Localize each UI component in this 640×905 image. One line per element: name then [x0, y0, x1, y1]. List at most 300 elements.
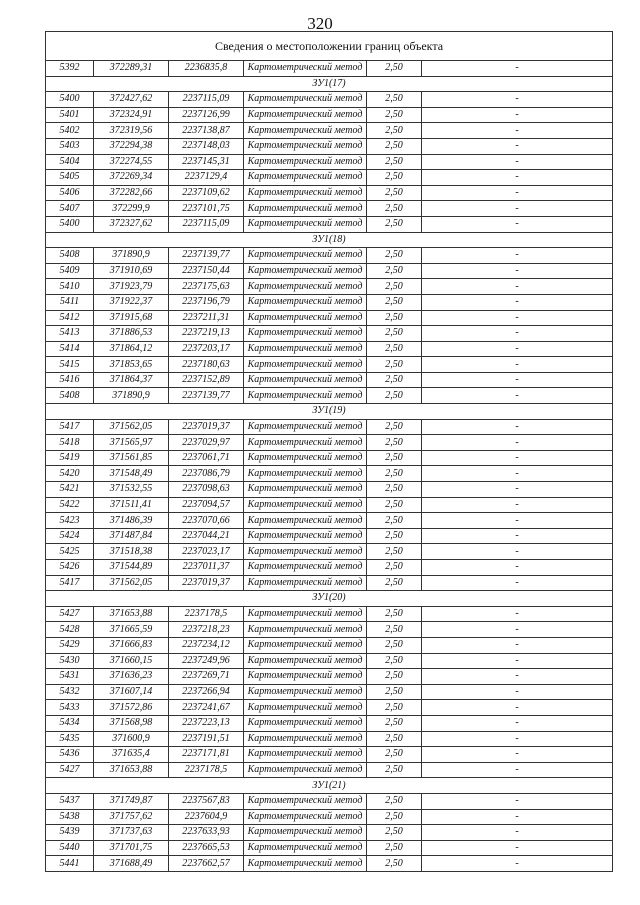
method-cell: Картометрический метод [244, 840, 367, 856]
method-cell: Картометрический метод [244, 388, 367, 404]
method-cell: Картометрический метод [244, 747, 367, 763]
coordinates-table [45, 31, 613, 872]
note-cell: - [422, 809, 613, 825]
note-cell: - [422, 279, 613, 295]
note-cell: - [422, 700, 613, 716]
section-row [46, 404, 613, 420]
coord-y: 2237175,63 [169, 279, 244, 295]
point-id: 5411 [46, 294, 94, 310]
point-id: 5417 [46, 419, 94, 435]
method-cell: Картометрический метод [244, 107, 367, 123]
accuracy-cell: 2,50 [367, 715, 422, 731]
point-id: 5431 [46, 669, 94, 685]
coord-y: 2237196,79 [169, 294, 244, 310]
coord-x: 372327,62 [94, 216, 169, 232]
coord-x: 371532,55 [94, 482, 169, 498]
coord-x: 371910,69 [94, 263, 169, 279]
table-row [46, 450, 613, 466]
note-cell: - [422, 669, 613, 685]
method-cell: Картометрический метод [244, 61, 367, 77]
coord-x: 371853,65 [94, 357, 169, 373]
point-id: 5427 [46, 762, 94, 778]
section-title: ЗУ1(17) [46, 76, 613, 92]
method-cell: Картометрический метод [244, 216, 367, 232]
accuracy-cell: 2,50 [367, 622, 422, 638]
accuracy-cell: 2,50 [367, 856, 422, 872]
table-row [46, 154, 613, 170]
coord-y: 2237266,94 [169, 684, 244, 700]
note-cell: - [422, 544, 613, 560]
table-row [46, 544, 613, 560]
note-cell: - [422, 357, 613, 373]
table-row [46, 653, 613, 669]
table-row [46, 326, 613, 342]
note-cell: - [422, 123, 613, 139]
coord-x: 371548,49 [94, 466, 169, 482]
accuracy-cell: 2,50 [367, 793, 422, 809]
coord-y: 2237203,17 [169, 341, 244, 357]
note-cell: - [422, 450, 613, 466]
accuracy-cell: 2,50 [367, 372, 422, 388]
table-row [46, 341, 613, 357]
point-id: 5410 [46, 279, 94, 295]
coord-x: 371922,37 [94, 294, 169, 310]
accuracy-cell: 2,50 [367, 747, 422, 763]
coord-x: 372289,31 [94, 61, 169, 77]
note-cell: - [422, 61, 613, 77]
coord-x: 371511,41 [94, 497, 169, 513]
method-cell: Картометрический метод [244, 669, 367, 685]
table-row [46, 61, 613, 77]
method-cell: Картометрический метод [244, 715, 367, 731]
note-cell: - [422, 388, 613, 404]
point-id: 5401 [46, 107, 94, 123]
method-cell: Картометрический метод [244, 341, 367, 357]
coord-x: 372274,55 [94, 154, 169, 170]
point-id: 5413 [46, 326, 94, 342]
table-row [46, 310, 613, 326]
table-row [46, 637, 613, 653]
method-cell: Картометрический метод [244, 700, 367, 716]
method-cell: Картометрический метод [244, 92, 367, 108]
method-cell: Картометрический метод [244, 123, 367, 139]
point-id: 5408 [46, 388, 94, 404]
coord-x: 371487,84 [94, 528, 169, 544]
accuracy-cell: 2,50 [367, 263, 422, 279]
point-id: 5417 [46, 575, 94, 591]
coord-y: 2237219,13 [169, 326, 244, 342]
accuracy-cell: 2,50 [367, 825, 422, 841]
note-cell: - [422, 560, 613, 576]
accuracy-cell: 2,50 [367, 388, 422, 404]
method-cell: Картометрический метод [244, 482, 367, 498]
accuracy-cell: 2,50 [367, 310, 422, 326]
note-cell: - [422, 528, 613, 544]
coord-y: 2237241,67 [169, 700, 244, 716]
accuracy-cell: 2,50 [367, 497, 422, 513]
accuracy-cell: 2,50 [367, 170, 422, 186]
accuracy-cell: 2,50 [367, 357, 422, 373]
note-cell: - [422, 435, 613, 451]
coord-x: 371864,37 [94, 372, 169, 388]
accuracy-cell: 2,50 [367, 154, 422, 170]
coord-x: 371565,97 [94, 435, 169, 451]
accuracy-cell: 2,50 [367, 653, 422, 669]
note-cell: - [422, 622, 613, 638]
point-id: 5405 [46, 170, 94, 186]
coord-x: 371749,87 [94, 793, 169, 809]
table-row [46, 123, 613, 139]
accuracy-cell: 2,50 [367, 560, 422, 576]
coord-x: 372299,9 [94, 201, 169, 217]
point-id: 5422 [46, 497, 94, 513]
table-row [46, 684, 613, 700]
point-id: 5439 [46, 825, 94, 841]
coord-y: 2237178,5 [169, 762, 244, 778]
section-title: ЗУ1(21) [46, 778, 613, 794]
coord-x: 372269,34 [94, 170, 169, 186]
accuracy-cell: 2,50 [367, 61, 422, 77]
coord-y: 2237029,97 [169, 435, 244, 451]
accuracy-cell: 2,50 [367, 450, 422, 466]
coord-y: 2237129,4 [169, 170, 244, 186]
coord-x: 371568,98 [94, 715, 169, 731]
table-row [46, 435, 613, 451]
method-cell: Картометрический метод [244, 606, 367, 622]
coord-y: 2237044,21 [169, 528, 244, 544]
table-row [46, 107, 613, 123]
accuracy-cell: 2,50 [367, 700, 422, 716]
coord-x: 371757,62 [94, 809, 169, 825]
method-cell: Картометрический метод [244, 809, 367, 825]
point-id: 5420 [46, 466, 94, 482]
coord-y: 2237218,23 [169, 622, 244, 638]
method-cell: Картометрический метод [244, 201, 367, 217]
table-row [46, 560, 613, 576]
method-cell: Картометрический метод [244, 248, 367, 264]
note-cell: - [422, 294, 613, 310]
table-row [46, 466, 613, 482]
accuracy-cell: 2,50 [367, 840, 422, 856]
coord-x: 371562,05 [94, 419, 169, 435]
point-id: 5432 [46, 684, 94, 700]
accuracy-cell: 2,50 [367, 185, 422, 201]
table-row [46, 497, 613, 513]
section-title: ЗУ1(18) [46, 232, 613, 248]
point-id: 5407 [46, 201, 94, 217]
point-id: 5435 [46, 731, 94, 747]
table-row [46, 513, 613, 529]
coord-y: 2237269,71 [169, 669, 244, 685]
accuracy-cell: 2,50 [367, 513, 422, 529]
accuracy-cell: 2,50 [367, 762, 422, 778]
note-cell: - [422, 747, 613, 763]
coord-y: 2237101,75 [169, 201, 244, 217]
point-id: 5427 [46, 606, 94, 622]
table-header: Сведения о местоположении границ объекта [46, 32, 613, 61]
point-id: 5438 [46, 809, 94, 825]
table-row [46, 762, 613, 778]
coord-y: 2237148,03 [169, 138, 244, 154]
method-cell: Картометрический метод [244, 326, 367, 342]
accuracy-cell: 2,50 [367, 341, 422, 357]
coord-y: 2237139,77 [169, 248, 244, 264]
point-id: 5433 [46, 700, 94, 716]
point-id: 5392 [46, 61, 94, 77]
point-id: 5408 [46, 248, 94, 264]
table-row [46, 216, 613, 232]
coord-y: 2237023,17 [169, 544, 244, 560]
coord-x: 372319,56 [94, 123, 169, 139]
coord-x: 371636,23 [94, 669, 169, 685]
note-cell: - [422, 497, 613, 513]
table-row [46, 263, 613, 279]
method-cell: Картометрический метод [244, 310, 367, 326]
point-id: 5402 [46, 123, 94, 139]
coord-y: 2237150,44 [169, 263, 244, 279]
point-id: 5429 [46, 637, 94, 653]
method-cell: Картометрический метод [244, 450, 367, 466]
accuracy-cell: 2,50 [367, 419, 422, 435]
point-id: 5441 [46, 856, 94, 872]
table-row [46, 201, 613, 217]
coord-x: 372324,91 [94, 107, 169, 123]
coord-y: 2237662,57 [169, 856, 244, 872]
coord-y: 2237115,09 [169, 216, 244, 232]
method-cell: Картометрический метод [244, 793, 367, 809]
table-row [46, 419, 613, 435]
point-id: 5415 [46, 357, 94, 373]
coord-x: 371544,89 [94, 560, 169, 576]
accuracy-cell: 2,50 [367, 294, 422, 310]
note-cell: - [422, 263, 613, 279]
coord-x: 371486,39 [94, 513, 169, 529]
coord-y: 2237152,89 [169, 372, 244, 388]
coord-y: 2237180,63 [169, 357, 244, 373]
table-row [46, 856, 613, 872]
coord-y: 2236835,8 [169, 61, 244, 77]
section-row [46, 76, 613, 92]
accuracy-cell: 2,50 [367, 123, 422, 139]
table-row [46, 809, 613, 825]
coord-x: 372427,62 [94, 92, 169, 108]
table-row [46, 747, 613, 763]
method-cell: Картометрический метод [244, 762, 367, 778]
table-row [46, 622, 613, 638]
coord-x: 371737,63 [94, 825, 169, 841]
table-row [46, 92, 613, 108]
table-row [46, 528, 613, 544]
table-row [46, 388, 613, 404]
accuracy-cell: 2,50 [367, 482, 422, 498]
page-number: 320 [307, 14, 333, 33]
note-cell: - [422, 762, 613, 778]
note-cell: - [422, 466, 613, 482]
note-cell: - [422, 637, 613, 653]
method-cell: Картометрический метод [244, 575, 367, 591]
table-row [46, 840, 613, 856]
section-row [46, 778, 613, 794]
point-id: 5418 [46, 435, 94, 451]
coord-y: 2237070,66 [169, 513, 244, 529]
method-cell: Картометрический метод [244, 653, 367, 669]
coord-x: 371915,68 [94, 310, 169, 326]
point-id: 5436 [46, 747, 94, 763]
table-row [46, 279, 613, 295]
table-row [46, 482, 613, 498]
method-cell: Картометрический метод [244, 294, 367, 310]
coord-x: 371561,85 [94, 450, 169, 466]
note-cell: - [422, 825, 613, 841]
note-cell: - [422, 92, 613, 108]
accuracy-cell: 2,50 [367, 107, 422, 123]
coord-x: 371890,9 [94, 248, 169, 264]
coord-y: 2237061,71 [169, 450, 244, 466]
coord-x: 371701,75 [94, 840, 169, 856]
method-cell: Картометрический метод [244, 372, 367, 388]
accuracy-cell: 2,50 [367, 279, 422, 295]
accuracy-cell: 2,50 [367, 248, 422, 264]
coord-x: 371666,83 [94, 637, 169, 653]
method-cell: Картометрический метод [244, 466, 367, 482]
note-cell: - [422, 856, 613, 872]
coord-y: 2237211,31 [169, 310, 244, 326]
coord-y: 2237249,96 [169, 653, 244, 669]
coord-y: 2237115,09 [169, 92, 244, 108]
point-id: 5414 [46, 341, 94, 357]
accuracy-cell: 2,50 [367, 731, 422, 747]
point-id: 5412 [46, 310, 94, 326]
method-cell: Картометрический метод [244, 731, 367, 747]
point-id: 5419 [46, 450, 94, 466]
point-id: 5423 [46, 513, 94, 529]
method-cell: Картометрический метод [244, 138, 367, 154]
accuracy-cell: 2,50 [367, 138, 422, 154]
coord-y: 2237019,37 [169, 419, 244, 435]
accuracy-cell: 2,50 [367, 201, 422, 217]
coord-x: 372294,38 [94, 138, 169, 154]
method-cell: Картометрический метод [244, 544, 367, 560]
coord-y: 2237109,62 [169, 185, 244, 201]
point-id: 5403 [46, 138, 94, 154]
point-id: 5437 [46, 793, 94, 809]
coord-y: 2237234,12 [169, 637, 244, 653]
point-id: 5425 [46, 544, 94, 560]
coord-y: 2237086,79 [169, 466, 244, 482]
coord-y: 2237633,93 [169, 825, 244, 841]
method-cell: Картометрический метод [244, 684, 367, 700]
method-cell: Картометрический метод [244, 435, 367, 451]
note-cell: - [422, 482, 613, 498]
coord-x: 371562,05 [94, 575, 169, 591]
note-cell: - [422, 606, 613, 622]
note-cell: - [422, 341, 613, 357]
coord-y: 2237223,13 [169, 715, 244, 731]
coord-x: 371607,14 [94, 684, 169, 700]
note-cell: - [422, 575, 613, 591]
coord-x: 371653,88 [94, 606, 169, 622]
coord-x: 371518,38 [94, 544, 169, 560]
section-row [46, 591, 613, 607]
note-cell: - [422, 248, 613, 264]
point-id: 5434 [46, 715, 94, 731]
point-id: 5404 [46, 154, 94, 170]
section-row [46, 232, 613, 248]
note-cell: - [422, 419, 613, 435]
coord-x: 371665,59 [94, 622, 169, 638]
point-id: 5440 [46, 840, 94, 856]
note-cell: - [422, 107, 613, 123]
method-cell: Картометрический метод [244, 279, 367, 295]
method-cell: Картометрический метод [244, 856, 367, 872]
note-cell: - [422, 201, 613, 217]
coord-x: 371688,49 [94, 856, 169, 872]
accuracy-cell: 2,50 [367, 575, 422, 591]
section-title: ЗУ1(19) [46, 404, 613, 420]
method-cell: Картометрический метод [244, 185, 367, 201]
accuracy-cell: 2,50 [367, 606, 422, 622]
point-id: 5409 [46, 263, 94, 279]
note-cell: - [422, 326, 613, 342]
note-cell: - [422, 170, 613, 186]
method-cell: Картометрический метод [244, 357, 367, 373]
note-cell: - [422, 154, 613, 170]
point-id: 5400 [46, 92, 94, 108]
accuracy-cell: 2,50 [367, 326, 422, 342]
coord-y: 2237145,31 [169, 154, 244, 170]
coord-y: 2237139,77 [169, 388, 244, 404]
coord-x: 371572,86 [94, 700, 169, 716]
coord-y: 2237138,87 [169, 123, 244, 139]
note-cell: - [422, 840, 613, 856]
point-id: 5421 [46, 482, 94, 498]
note-cell: - [422, 684, 613, 700]
table-row [46, 372, 613, 388]
coord-y: 2237098,63 [169, 482, 244, 498]
note-cell: - [422, 653, 613, 669]
point-id: 5406 [46, 185, 94, 201]
point-id: 5416 [46, 372, 94, 388]
point-id: 5428 [46, 622, 94, 638]
accuracy-cell: 2,50 [367, 637, 422, 653]
coord-y: 2237665,53 [169, 840, 244, 856]
note-cell: - [422, 310, 613, 326]
table-row [46, 606, 613, 622]
table-row [46, 669, 613, 685]
note-cell: - [422, 372, 613, 388]
note-cell: - [422, 513, 613, 529]
method-cell: Картометрический метод [244, 154, 367, 170]
coord-y: 2237171,81 [169, 747, 244, 763]
coord-y: 2237094,57 [169, 497, 244, 513]
method-cell: Картометрический метод [244, 637, 367, 653]
note-cell: - [422, 185, 613, 201]
accuracy-cell: 2,50 [367, 92, 422, 108]
accuracy-cell: 2,50 [367, 809, 422, 825]
coord-y: 2237019,37 [169, 575, 244, 591]
accuracy-cell: 2,50 [367, 466, 422, 482]
table-row [46, 294, 613, 310]
accuracy-cell: 2,50 [367, 684, 422, 700]
coord-x: 371890,9 [94, 388, 169, 404]
method-cell: Картометрический метод [244, 419, 367, 435]
coord-y: 2237178,5 [169, 606, 244, 622]
coord-x: 371923,79 [94, 279, 169, 295]
method-cell: Картометрический метод [244, 560, 367, 576]
note-cell: - [422, 731, 613, 747]
method-cell: Картометрический метод [244, 825, 367, 841]
table-row [46, 793, 613, 809]
